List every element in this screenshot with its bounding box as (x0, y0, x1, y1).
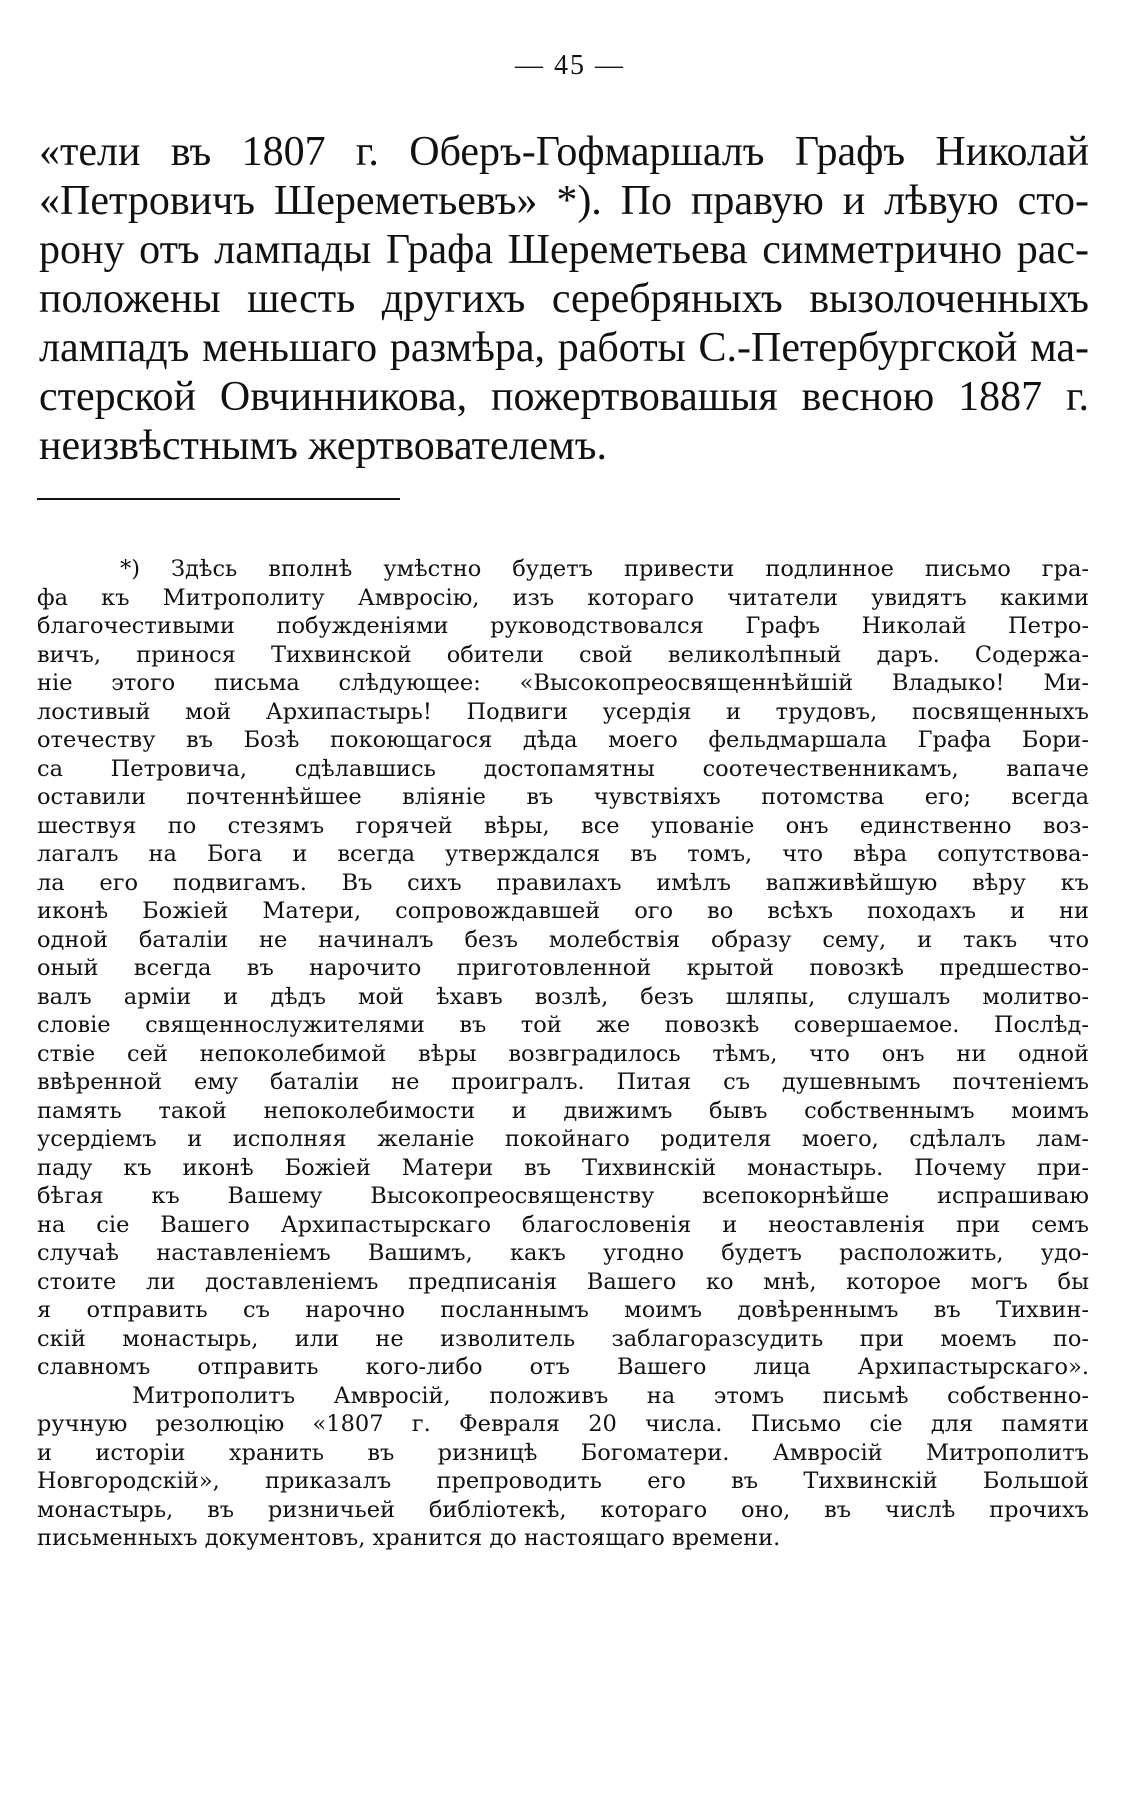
main-text-line: стерской Овчинникова, пожертвовашыя весною 1887 г. (39, 374, 1089, 420)
footnote-line: и исторіи хранить въ ризницѣ Богоматери. Амвросій Митрополитъ (37, 1439, 1089, 1466)
footnote (37, 555, 1089, 1553)
footnote-line: оставили почтеннѣйшее вліяніе въ чувствіяхъ потомства его; всегда (37, 784, 1089, 810)
footnote-line: вичъ, принося Тихвинской обители свой великолѣпный даръ. Содержа- (37, 641, 1089, 668)
footnote-line: монастырь, въ ризничьей библіотекѣ, котораго оно, въ числѣ прочихъ (37, 1496, 1089, 1523)
main-text-line: «тели въ 1807 г. Оберъ-Гофмаршалъ Графъ Николай (39, 129, 1089, 175)
footnote-line: *) Здѣсь вполнѣ умѣстно будетъ привести подлинное письмо гра- (120, 556, 1089, 582)
footnote-line: лостивый мой Архипастырь! Подвиги усердія и трудовъ, посвященныхъ (37, 698, 1089, 725)
main-paragraph (39, 128, 1089, 471)
footnote-line: отечеству въ Бозѣ покоющагося дѣда моего фельдмаршала Графа Бори- (37, 727, 1089, 753)
footnote-line: стоите ли доставленіемъ предписанія Вашего ко мнѣ, которое могъ бы (37, 1268, 1089, 1295)
main-text-line: неизвѣстнымъ жертвователемъ. (39, 423, 607, 469)
footnote-line: Новгородскій», приказалъ препроводить его въ Тихвинскій Большой (37, 1468, 1089, 1494)
footnote-line: одной баталіи не начиналъ безъ молебствія образу сему, и такъ что (37, 926, 1089, 953)
footnote-line: шествуя по стезямъ горячей вѣры, все упованіе онъ единственно воз- (37, 812, 1089, 839)
footnote-line: лагалъ на Бога и всегда утверждался въ томъ, что вѣра сопутствова- (37, 841, 1089, 867)
footnote-line: словіе священнослужителями въ той же повозкѣ совершаемое. Послѣд- (37, 1012, 1089, 1038)
page-number: — 45 — (515, 50, 625, 81)
footnote-line: ввѣренной ему баталіи не проигралъ. Питая съ душевнымъ почтеніемъ (37, 1069, 1089, 1095)
footnote-line: ствіе сей непоколебимой вѣры возвградилось тѣмъ, что онъ ни одной (37, 1040, 1089, 1067)
footnote-line: усердіемъ и исполняя желаніе покойнаго родителя моего, сдѣлалъ лам- (37, 1126, 1089, 1152)
footnote-line: благочестивыми побужденіями руководствовался Графъ Николай Петро- (37, 613, 1089, 639)
footnote-line: паду къ иконѣ Божіей Матери въ Тихвинскій монастырь. Почему при- (37, 1154, 1089, 1181)
footnote-line: иконѣ Божіей Матери, сопровождавшей ого во всѣхъ походахъ и ни (37, 898, 1089, 924)
footnote-line: фа къ Митрополиту Амвросію, изъ котораго читатели увидятъ какими (37, 584, 1089, 611)
main-text-line: положены шесть другихъ серебряныхъ вызолоченныхъ (39, 276, 1089, 322)
footnote-line: оный всегда въ нарочито приготовленной крытой повозкѣ предшество- (37, 955, 1089, 981)
footnote-line: ніе этого письма слѣдующее: «Высокопреосвященнѣйшій Владыко! Ми- (37, 670, 1089, 696)
footnote-line: я отправить съ нарочно посланнымъ моимъ довѣреннымъ въ Тихвин- (37, 1297, 1089, 1323)
footnote-line: са Петровича, сдѣлавшись достопамятны соотечественникамъ, вапаче (37, 755, 1089, 782)
footnote-line: бѣгая къ Вашему Высокопреосвященству всепокорнѣйше испрашиваю (37, 1183, 1089, 1209)
main-text-line: «Петровичъ Шереметьевъ» *). По правую и лѣвую сто- (39, 178, 1089, 224)
footnote-line: скій монастырь, или не изволитель заблагоразсудить при моемъ по- (37, 1325, 1089, 1352)
main-text-line: рону отъ лампады Графа Шереметьева симметрично рас- (39, 227, 1089, 273)
footnote-line: случаѣ наставленіемъ Вашимъ, какъ угодно будетъ расположить, удо- (37, 1240, 1089, 1266)
footnote-line: валъ арміи и дѣдъ мой ѣхавъ возлѣ, безъ шляпы, слушалъ молитво- (37, 983, 1089, 1010)
footnote-line: Митрополитъ Амвросій, положивъ на этомъ письмѣ собственно- (132, 1382, 1089, 1409)
footnote-line: письменныхъ документовъ, хранится до настоящаго времени. (37, 1525, 781, 1551)
footnote-line: славномъ отправить кого-либо отъ Вашего лица Архипастырскаго». (37, 1354, 1089, 1380)
footnote-line: память такой непоколебимости и движимъ бывъ собственнымъ моимъ (37, 1097, 1089, 1124)
footnote-line: на сіе Вашего Архипастырскаго благословенія и неоставленія при семъ (37, 1211, 1089, 1238)
footnote-divider (37, 498, 400, 500)
footnote-line: ручную резолюцію «1807 г. Февраля 20 числа. Письмо сіе для памяти (37, 1411, 1089, 1437)
main-text-line: лампадъ меньшаго размѣра, работы С.-Петербургской ма- (39, 325, 1089, 371)
footnote-line: ла его подвигамъ. Въ сихъ правилахъ имѣлъ вапживѣйшую вѣру къ (37, 869, 1089, 896)
